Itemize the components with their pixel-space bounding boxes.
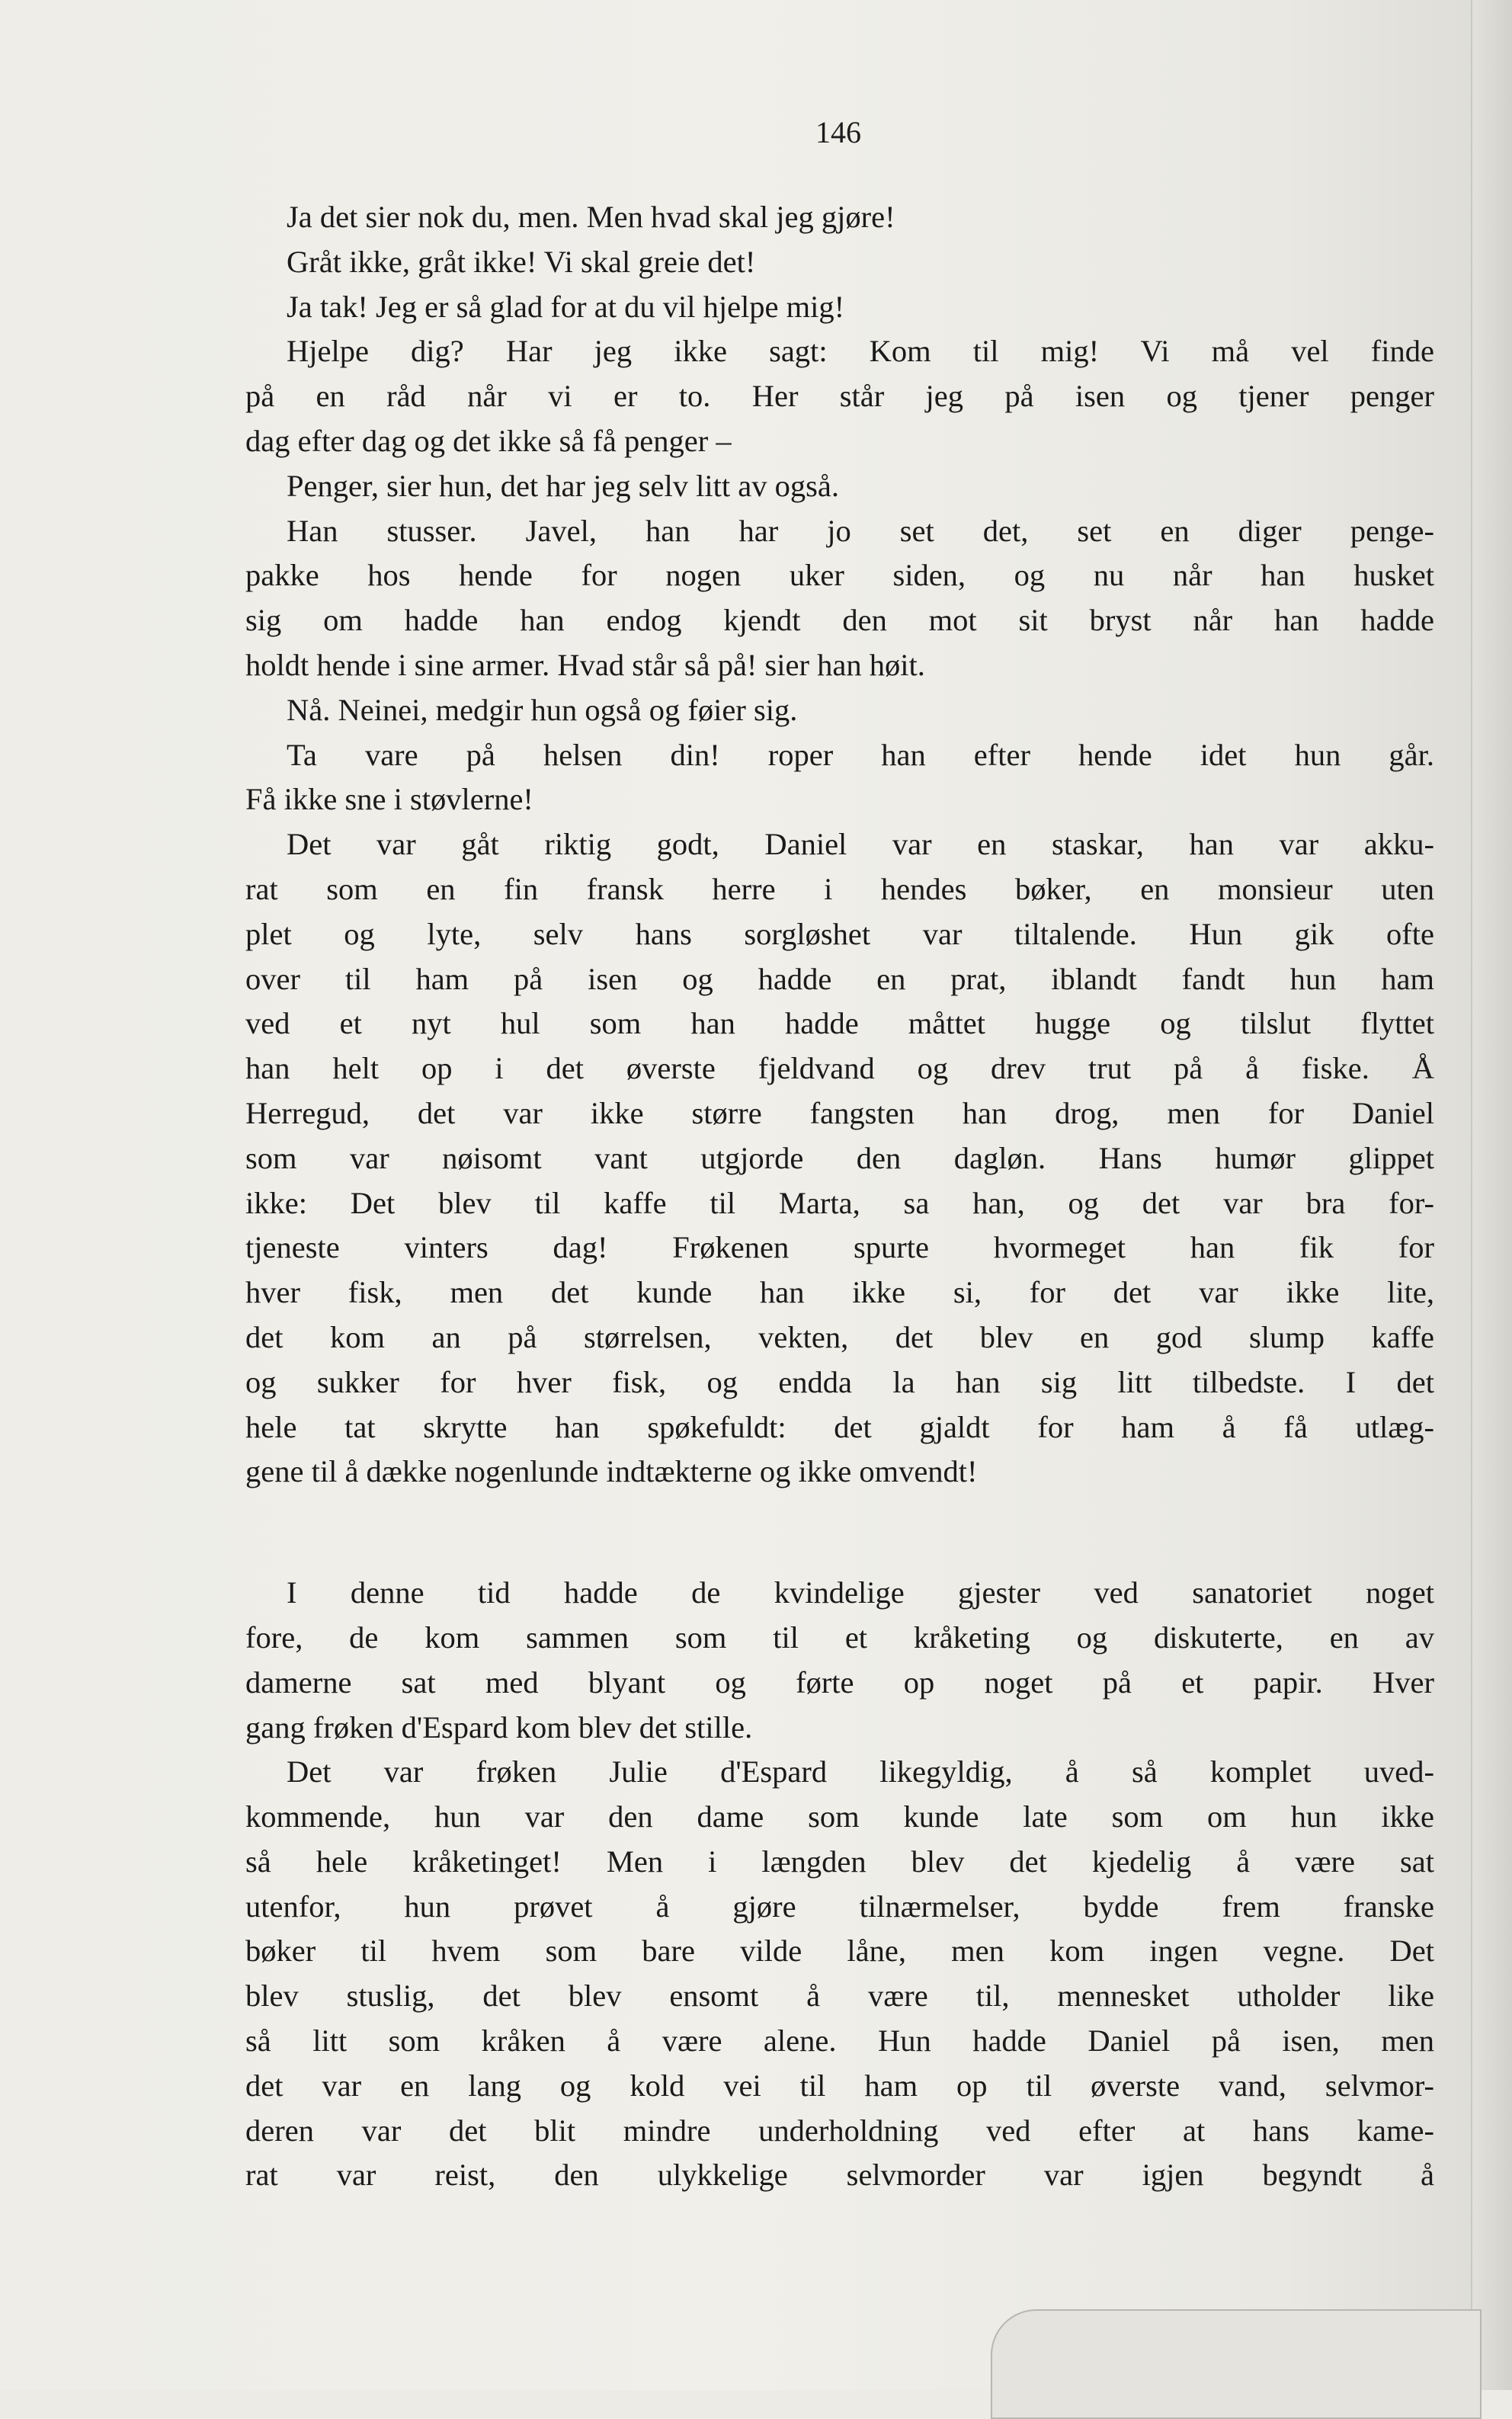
- paragraph: [245, 1750, 1434, 2198]
- text-line: på en råd når vi er to. Her står jeg på isen og tjener penger: [245, 379, 1434, 414]
- text-line: bøker til hvem som bare vilde låne, men kom ingen vegne. Det: [245, 1934, 1434, 1969]
- page-tab-outline: [991, 2309, 1482, 2419]
- text-line: Ta vare på helsen din! roper han efter hende idet hun går.: [287, 737, 1434, 772]
- text-line: Ja det sier nok du, men. Men hvad skal jeg gjøre!: [287, 200, 895, 234]
- paragraph: [245, 688, 1434, 733]
- text-line: Hjelpe dig? Har jeg ikke sagt: Kom til mig! Vi må vel finde: [287, 334, 1434, 369]
- paragraph: [245, 240, 1434, 285]
- text-line: rat som en fin fransk herre i hendes bøker, en monsieur uten: [245, 871, 1434, 906]
- text-line: som var nøisomt vant utgjorde den dagløn. Hans humør glippet: [245, 1140, 1434, 1175]
- text-line: hver fisk, men det kunde han ikke si, for det var ikke lite,: [245, 1275, 1434, 1310]
- text-line: gene til å dække nogenlunde indtækterne og ikke omvendt!: [245, 1454, 978, 1489]
- text-line: Det var frøken Julie d'Espard likegyldig, å så komplet uved-: [287, 1754, 1434, 1789]
- text-line: pakke hos hende for nogen uker siden, og nu når han husket: [245, 558, 1434, 593]
- text-line: utenfor, hun prøvet å gjøre tilnærmelser, bydde frem franske: [245, 1889, 1434, 1924]
- text-line: Få ikke sne i støvlerne!: [245, 782, 533, 817]
- text-line: Herregud, det var ikke større fangsten han drog, men for Daniel: [245, 1095, 1434, 1130]
- body-text: [245, 195, 1434, 2198]
- text-line: det var en lang og kold vei til ham op til øverste vand, selvmor-: [245, 2068, 1434, 2103]
- text-line: så litt som kråken å være alene. Hun hadde Daniel på isen, men: [245, 2023, 1434, 2059]
- text-line: Gråt ikke, gråt ikke! Vi skal greie det!: [287, 244, 756, 279]
- text-line: Nå. Neinei, medgir hun også og føier sig.: [287, 692, 798, 727]
- paragraph: [245, 733, 1434, 823]
- text-line: fore, de kom sammen som til et kråketing og diskuterte, en av: [245, 1620, 1434, 1655]
- paragraph: [245, 285, 1434, 330]
- text-line: plet og lyte, selv hans sorgløshet var tiltalende. Hun gik ofte: [245, 916, 1434, 951]
- paragraph: [245, 464, 1434, 509]
- text-line: Ja tak! Jeg er så glad for at du vil hjelpe mig!: [287, 289, 845, 324]
- text-line: ved et nyt hul som han hadde måttet hugge og tilslut flyttet: [245, 1006, 1434, 1041]
- text-line: I denne tid hadde de kvindelige gjester ved sanatoriet noget: [287, 1575, 1434, 1610]
- text-line: Penger, sier hun, det har jeg selv litt av også.: [287, 468, 839, 503]
- text-line: over til ham på isen og hadde en prat, iblandt fandt hun ham: [245, 961, 1434, 996]
- paragraph: [245, 329, 1434, 463]
- section-break: [245, 1495, 1434, 1571]
- page-number: 146: [815, 115, 861, 149]
- text-line: han helt op i det øverste fjeldvand og drev trut på å fiske. Å: [245, 1051, 1434, 1086]
- text-line: Han stusser. Javel, han har jo set det, set en diger penge-: [287, 513, 1434, 548]
- paragraph: [245, 509, 1434, 688]
- text-line: Det var gåt riktig godt, Daniel var en staskar, han var akku-: [287, 827, 1434, 862]
- text-line: dag efter dag og det ikke så få penger –: [245, 423, 732, 458]
- text-line: hele tat skrytte han spøkefuldt: det gjaldt for ham å få utlæg-: [245, 1409, 1434, 1444]
- text-line: ikke: Det blev til kaffe til Marta, sa han, og det var bra for-: [245, 1185, 1434, 1220]
- text-line: damerne sat med blyant og førte op noget på et papir. Hver: [245, 1664, 1434, 1700]
- text-line: kommende, hun var den dame som kunde late som om hun ikke: [245, 1799, 1434, 1834]
- text-line: sig om hadde han endog kjendt den mot sit bryst når han hadde: [245, 603, 1434, 638]
- text-line: og sukker for hver fisk, og endda la han sig litt tilbedste. I det: [245, 1364, 1434, 1399]
- text-line: blev stuslig, det blev ensomt å være til, mennesket utholder like: [245, 1978, 1434, 2014]
- text-line: gang frøken d'Espard kom blev det stille.: [245, 1709, 753, 1745]
- text-line: rat var reist, den ulykkelige selvmorder var igjen begyndt å: [245, 2158, 1434, 2193]
- text-line: tjeneste vinters dag! Frøkenen spurte hvormeget han fik for: [245, 1230, 1434, 1265]
- paragraph: [245, 1571, 1434, 1750]
- page-edge: [1471, 0, 1512, 2390]
- paragraph: [245, 195, 1434, 240]
- text-line: så hele kråketinget! Men i længden blev det kjedelig å være sat: [245, 1844, 1434, 1879]
- paragraph: [245, 822, 1434, 1495]
- text-line: det kom an på størrelsen, vekten, det blev en god slump kaffe: [245, 1319, 1434, 1354]
- text-line: deren var det blit mindre underholdning ved efter at hans kame-: [245, 2113, 1434, 2148]
- text-line: holdt hende i sine armer. Hvad står så på! sier han høit.: [245, 647, 925, 682]
